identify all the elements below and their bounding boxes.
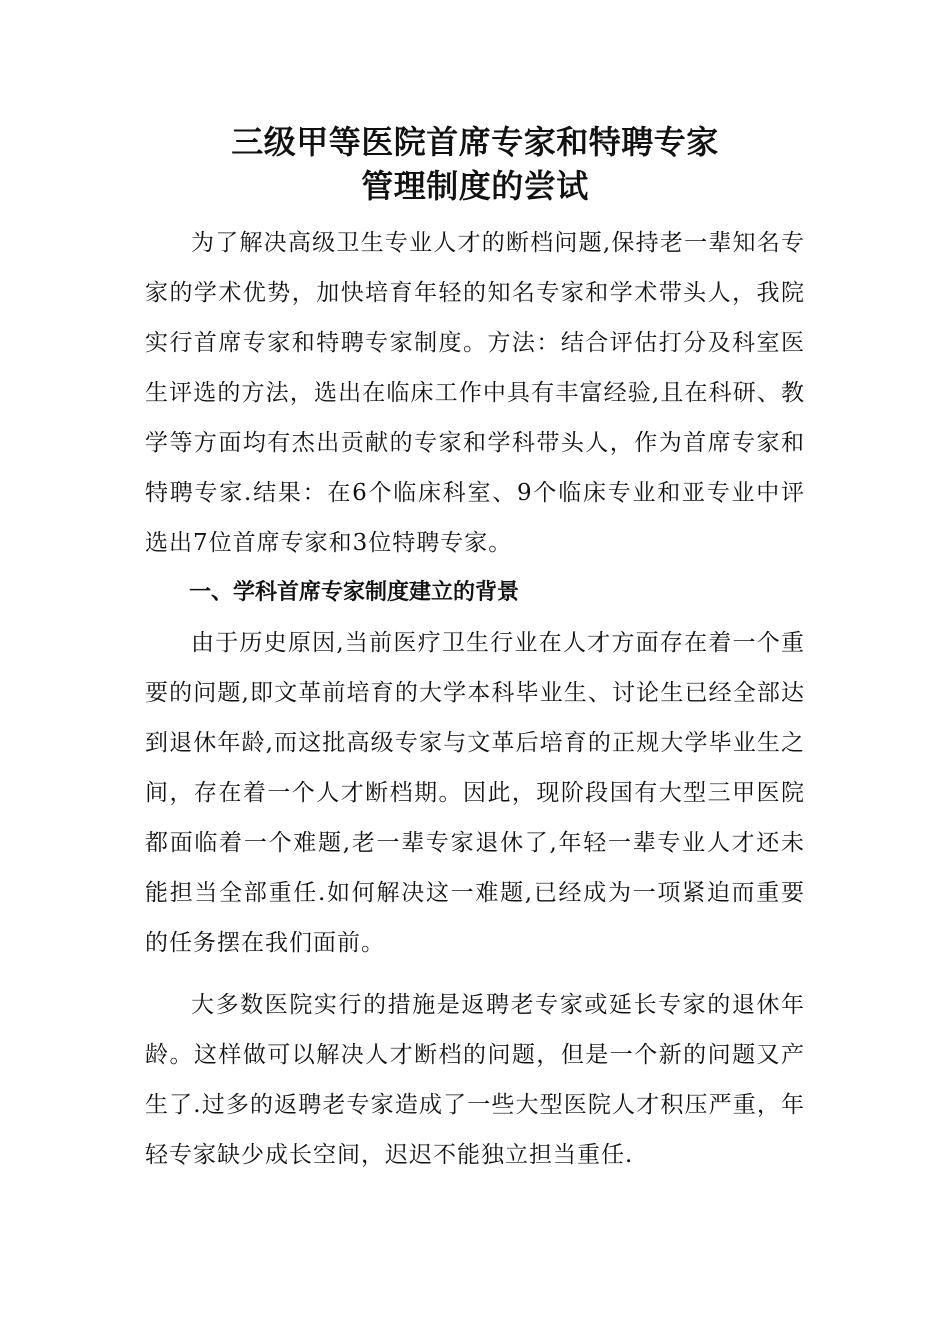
document-title bbox=[145, 120, 805, 208]
body-paragraph-1: 由于历史原因,当前医疗卫生行业在人才方面存在着一个重要的问题,即文革前培育的大学本科毕业生、讨论生已经全部达到退休年龄,而这批高级专家与文革后培育的正规大学毕业生之间，存在着一个人才断档期。因此，现阶段国有大型三甲医院都面临着一个难题,老一辈专家退休了,年轻一辈专业人才还未能担当全部重任.如何解决这一难题,已经成为一项紧迫而重要的任务摆在我们面前。 bbox=[145, 630, 805, 956]
document-page bbox=[145, 120, 805, 1180]
section-heading-background: 一、学科首席专家制度建立的背景 bbox=[189, 580, 520, 605]
paragraph-spacer bbox=[145, 968, 805, 980]
abstract-paragraph: 为了解决高级卫生专业人才的断档问题,保持老一辈知名专家的学术优势，加快培育年轻的知名专家和学术带头人，我院实行首席专家和特聘专家制度。方法：结合评估打分及科室医生评选的方法，选出在临床工作中具有丰富经验,且在科研、教学等方面均有杰出贡献的专家和学科带头人，作为首席专家和特聘专家.结果：在6个临床科室、9个临床专业和亚专业中评选出7位首席专家和3位特聘专家。 bbox=[145, 230, 805, 556]
title-line-2: 管理制度的尝试 bbox=[361, 167, 589, 205]
body-paragraph-2: 大多数医院实行的措施是返聘老专家或延长专家的退休年龄。这样做可以解决人才断档的问题，但是一个新的问题又产生了.过多的返聘老专家造成了一些大型医院人才积压严重，年轻专家缺少成长空间，迟迟不能独立担当重任. bbox=[145, 992, 805, 1168]
title-line-1: 三级甲等医院首席专家和特聘专家 bbox=[231, 123, 719, 161]
